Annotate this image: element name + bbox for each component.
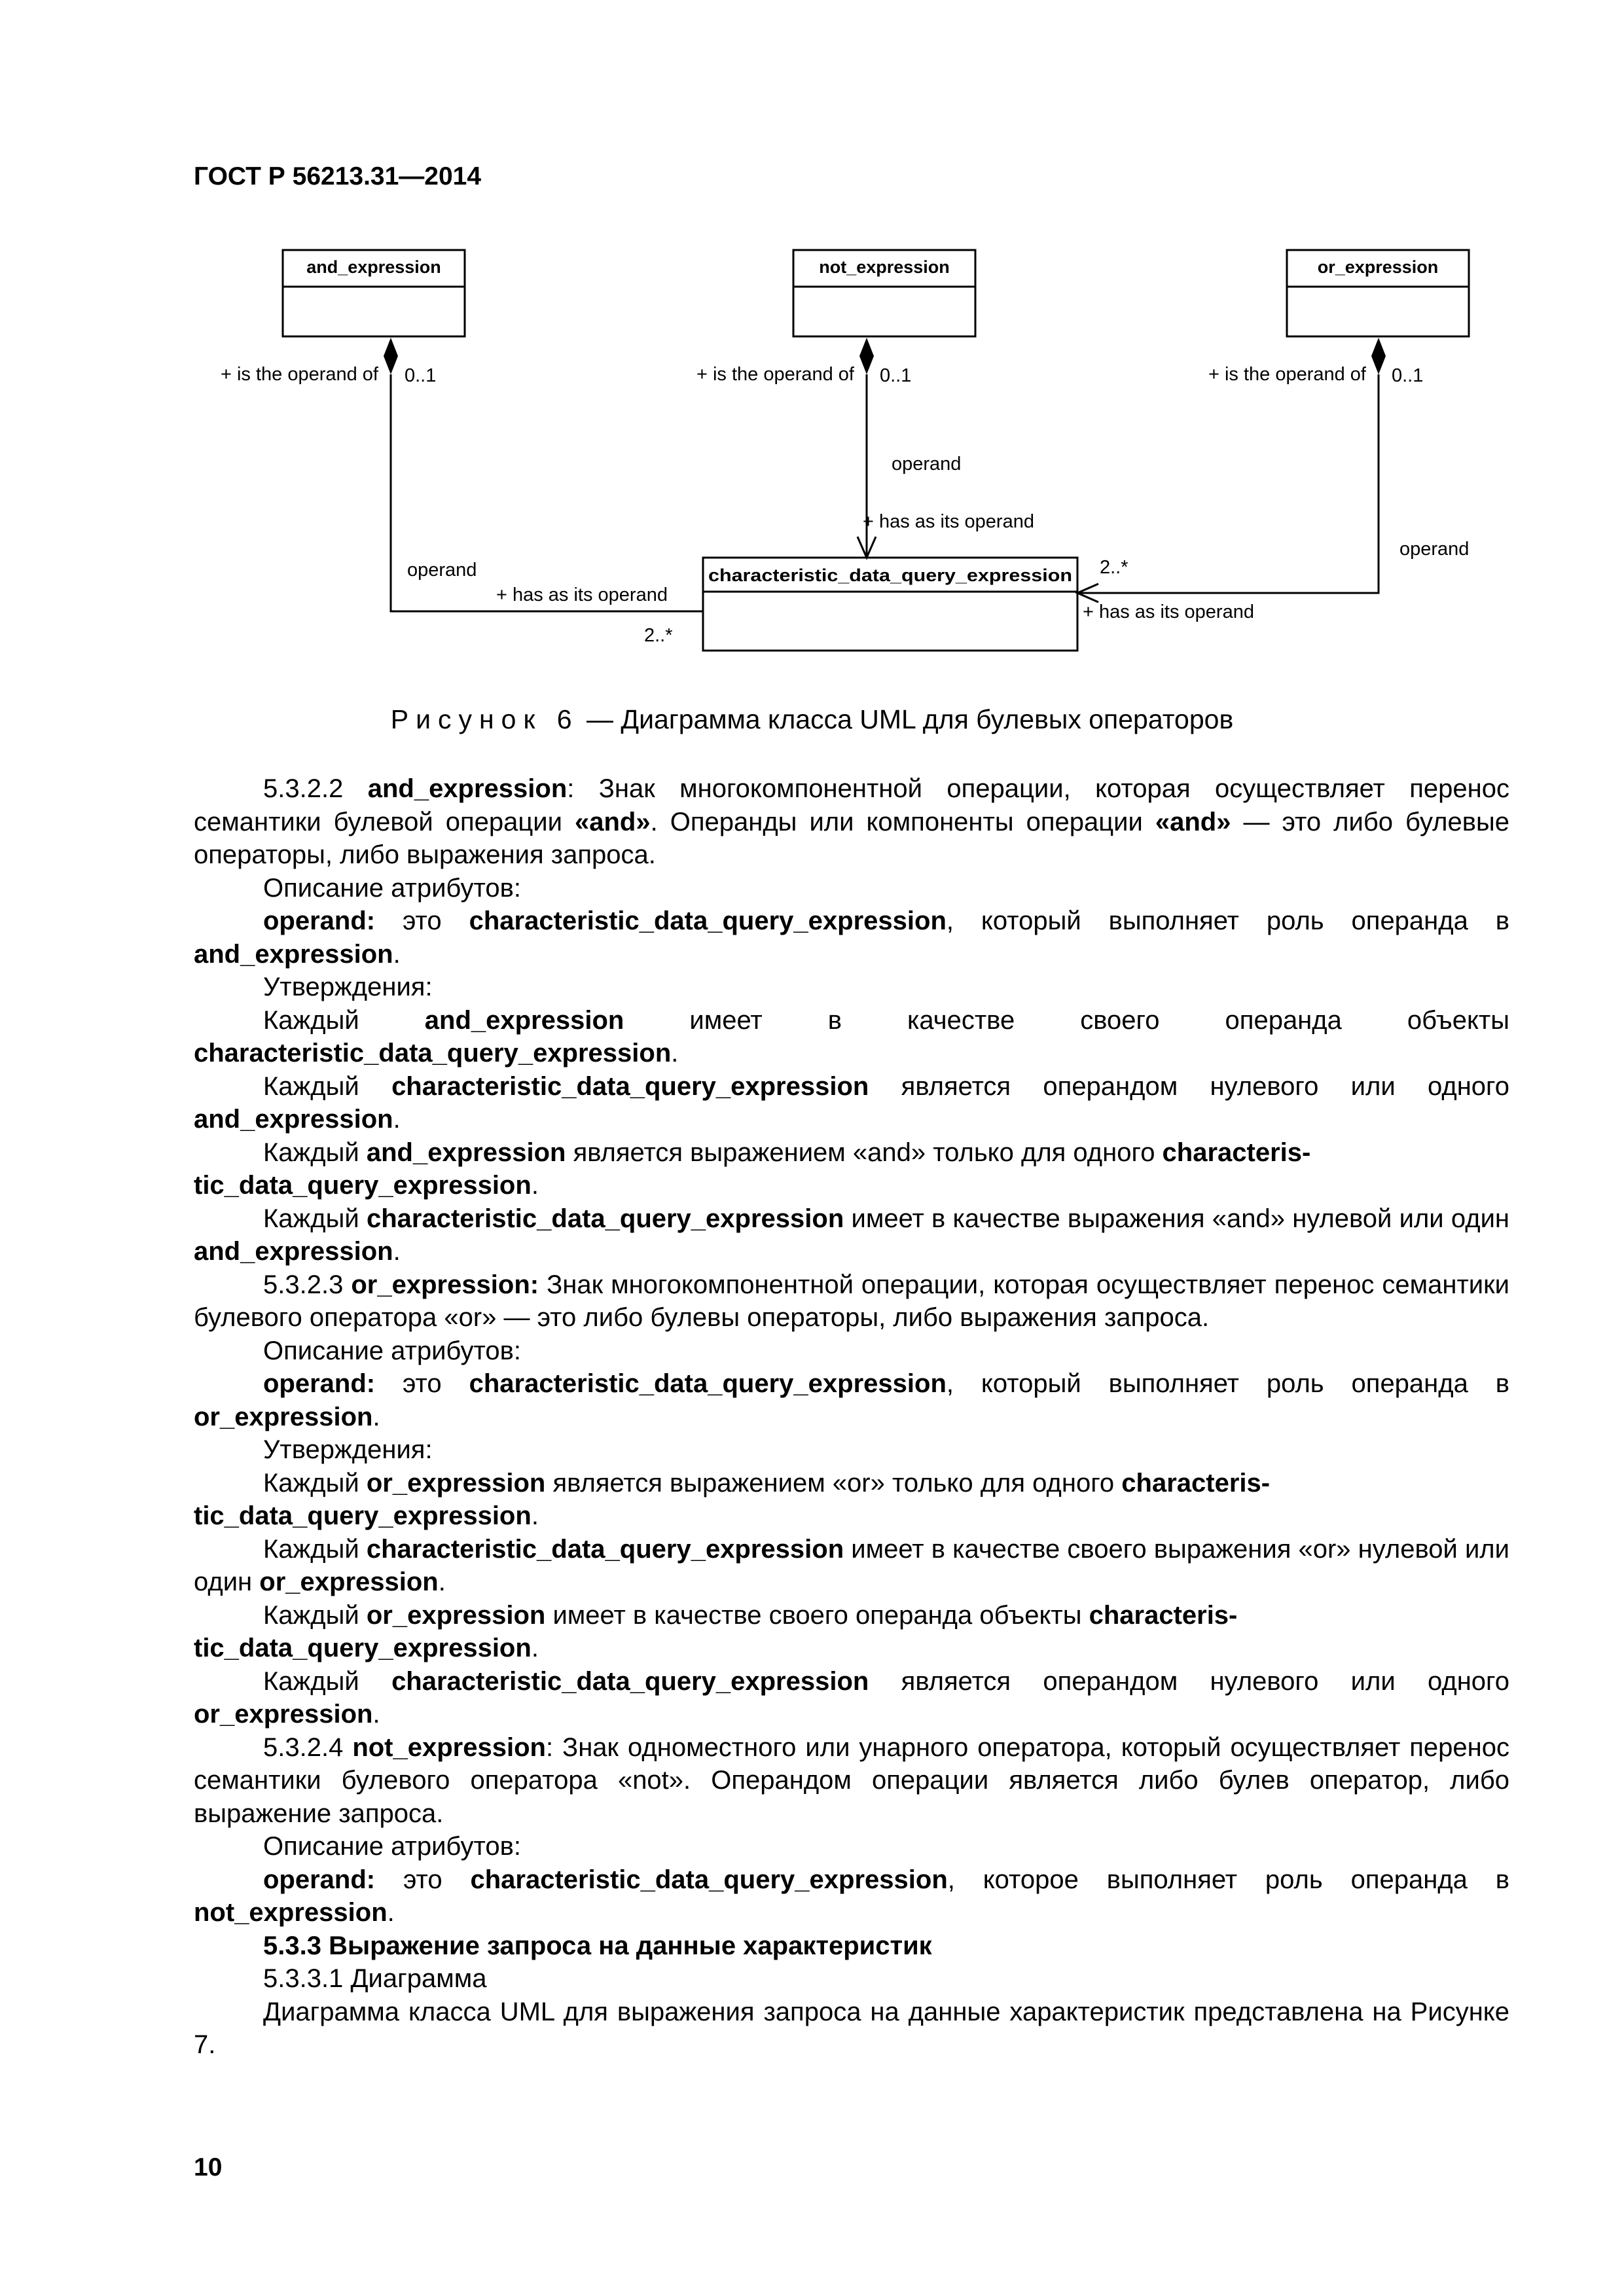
statement-or-3: Каждый or_expression имеет в качестве своего операнда объекты characteris- tic_data_query_expression. (194, 1600, 1238, 1662)
association-name-not: operand (892, 454, 962, 475)
page-number: 10 (194, 2153, 223, 2181)
paragraph-5-3-2-3: 5.3.2.3 or_expression: Знак многокомпонентной операции, которая осуществляет перенос семантики булевого оператора «or» — это либо булевы операторы, либо выражения запроса. (194, 1270, 1509, 1332)
statement-and-2: Каждый characteristic_data_query_expression является операндом нулевого или одного and_expression. (194, 1071, 1509, 1134)
paragraph-5-3-2-4: 5.3.2.4 not_expression: Знак одноместного или унарного оператора, который осуществляет перенос семантики булевого оператора «not». Операндом операции является либо булев оператор, либо выражение запроса. (194, 1732, 1509, 1828)
attributes-heading: Описание атрибутов: (263, 873, 521, 903)
statement-or-4: Каждый characteristic_data_query_expression является операндом нулевого или одного or_expression. (194, 1666, 1509, 1729)
figure-caption-text: Диаграмма класса UML для булевых операторов (621, 704, 1234, 734)
aggregation-diamond-or (1371, 338, 1386, 374)
section-heading-5-3-3: 5.3.3 Выражение запроса на данные характеристик (263, 1931, 932, 1960)
multiplicity-and: 0..1 (405, 365, 437, 386)
document-body (194, 772, 1509, 2062)
attribute-operand-not: operand: это characteristic_data_query_expression, которое выполняет роль операнда в not_expression. (194, 1865, 1509, 1927)
multiplicity-target-and: 2..* (644, 625, 673, 646)
attributes-heading: Описание атрибутов: (263, 1336, 521, 1365)
multiplicity-or: 0..1 (1392, 365, 1424, 386)
subsection-heading-5-3-3-1: 5.3.3.1 Диаграмма (263, 1964, 487, 1993)
target-role-and: + has as its operand (496, 584, 668, 605)
attributes-heading: Описание атрибутов: (263, 1832, 521, 1861)
statements-heading: Утверждения: (263, 973, 433, 1001)
figure-caption-label: Рисунок 6 (390, 704, 579, 734)
statement-and-4: Каждый characteristic_data_query_expression имеет в качестве выражения «and» нулевой или один and_expression. (194, 1204, 1509, 1266)
aggregation-diamond-and (384, 338, 398, 374)
association-name-and: operand (407, 560, 477, 581)
class-name-or-expression: or_expression (1317, 257, 1439, 277)
role-label-or: + is the operand of (1208, 364, 1366, 385)
page-header: ГОСТ Р 56213.31—2014 (194, 162, 482, 190)
aggregation-diamond-not (859, 338, 874, 374)
class-name-not-expression: not_expression (819, 257, 950, 277)
uml-class-diagram (0, 0, 1624, 694)
class-name-characteristic-data-query-expression: characteristic_data_query_expression (708, 565, 1072, 585)
statement-and-1: Каждый and_expression имеет в качестве своего операнда объекты characteristic_data_query_expression. (194, 1005, 1509, 1067)
multiplicity-target-or: 2..* (1100, 557, 1128, 578)
multiplicity-not: 0..1 (880, 365, 912, 386)
statement-or-1: Каждый or_expression является выражением «or» только для одного characteris- tic_data_query_expression. (194, 1468, 1271, 1530)
target-role-not: + has as its operand (863, 511, 1034, 532)
statement-or-2: Каждый characteristic_data_query_expression имеет в качестве своего выражения «or» нулевой или один or_expression. (194, 1534, 1509, 1596)
statements-heading: Утверждения: (263, 1435, 433, 1464)
statement-and-3: Каждый and_expression является выражением «and» только для одного characteris- tic_data_query_expression. (194, 1138, 1311, 1200)
paragraph-5-3-2-2: 5.3.2.2 and_expression: Знак многокомпонентной операции, которая осуществляет перенос семантики булевой операции «and». Операнды или компоненты операции «and» — это либо булевые операторы, либо выражения запроса. (194, 774, 1509, 869)
attribute-operand-and: operand: это characteristic_data_query_expression, который выполняет роль операнда в and_expression. (194, 906, 1510, 969)
class-name-and-expression: and_expression (306, 257, 441, 277)
association-name-or: operand (1399, 539, 1470, 560)
role-label-not: + is the operand of (696, 364, 854, 385)
figure-caption: Рисунок 6 — Диаграмма класса UML для булевых операторов (390, 704, 1234, 734)
paragraph-figure-7-reference: Диаграмма класса UML для выражения запроса на данные характеристик представлена на Рисунке 7. (194, 1997, 1509, 2059)
role-label-and: + is the operand of (220, 364, 378, 385)
attribute-operand-or: operand: это characteristic_data_query_expression, который выполняет роль операнда в or_expression. (194, 1369, 1510, 1431)
target-role-or: + has as its operand (1083, 601, 1254, 622)
